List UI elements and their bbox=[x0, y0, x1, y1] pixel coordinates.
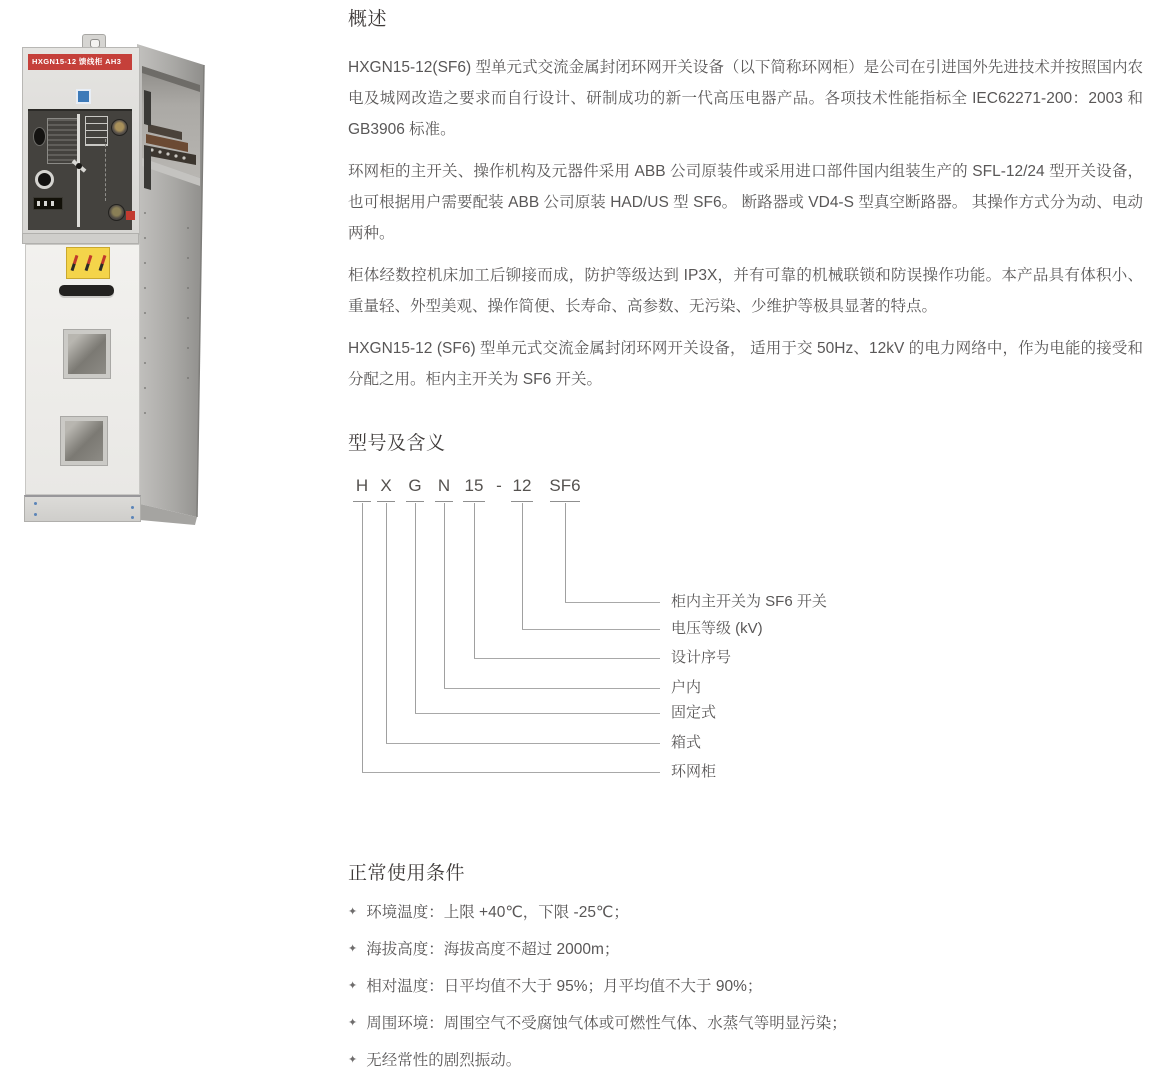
cabinet-lower-door bbox=[25, 244, 140, 495]
model-label-fixed-type: 固定式 bbox=[671, 704, 717, 721]
model-underline bbox=[377, 501, 395, 502]
model-char-12: 12 bbox=[512, 476, 532, 495]
diamond-bullet-icon: ✦ bbox=[348, 980, 358, 992]
model-char-N: N bbox=[437, 476, 451, 495]
screw-dot bbox=[131, 516, 134, 519]
leader-line-SF6 bbox=[565, 602, 660, 603]
mimic-dashed-line bbox=[105, 139, 106, 201]
condition-text-altitude: 海拔高度：海拔高度不超过 2000m； bbox=[366, 941, 620, 958]
diamond-bullet-icon: ✦ bbox=[348, 943, 358, 955]
overview-section bbox=[348, 4, 1143, 406]
model-underline bbox=[353, 501, 371, 502]
condition-text-temperature: 环境温度：上限 +40℃，下限 -25℃； bbox=[366, 904, 629, 921]
counter-digits bbox=[37, 201, 57, 206]
model-underline bbox=[463, 501, 485, 502]
control-panel bbox=[28, 109, 132, 230]
product-photo bbox=[20, 28, 335, 528]
diamond-bullet-icon: ✦ bbox=[348, 1054, 358, 1066]
lightning-icon bbox=[70, 255, 78, 271]
condition-text-humidity: 相对温度：日平均值不大于 95%；月平均值不大于 90%； bbox=[366, 978, 763, 995]
red-indicator bbox=[126, 211, 135, 220]
leader-line-N bbox=[444, 503, 445, 688]
condition-item bbox=[348, 1013, 1143, 1034]
overview-paragraph-4: HXGN15-12 (SF6) 型单元式交流金属封闭环网开关设备， 适用于交 50Hz、12kV 的电力网络中，作为电能的接受和分配之用。柜内主开关为 SF6 开关。 bbox=[348, 340, 1143, 388]
diamond-bullet-icon: ✦ bbox=[348, 906, 358, 918]
screw-dot bbox=[131, 506, 134, 509]
model-char-H: H bbox=[355, 476, 369, 495]
mimic-bus-line bbox=[77, 114, 80, 227]
condition-item bbox=[348, 1050, 1143, 1071]
model-meaning-diagram bbox=[348, 470, 948, 790]
condition-text-vibration: 无经常性的剧烈振动。 bbox=[366, 1052, 522, 1069]
indicator-window bbox=[33, 127, 46, 146]
lightning-icon bbox=[84, 255, 92, 271]
model-label-indoor: 户内 bbox=[671, 679, 702, 696]
earthing-switch-port bbox=[108, 204, 125, 221]
model-label-voltage: 电压等级 (kV) bbox=[671, 620, 763, 637]
diamond-bullet-icon: ✦ bbox=[348, 1017, 358, 1029]
model-label-ring-main: 环网柜 bbox=[671, 763, 717, 780]
leader-line-H bbox=[362, 772, 660, 773]
condition-item bbox=[348, 939, 1143, 960]
overview-paragraph-2: 环网柜的主开关、操作机构及元器件采用 ABB 公司原装件或采用进口部件国内组装生产的 SFL-12/24 型开关设备，也可根据用户需要配装 ABB 公司原装 HAD/US 型 SF6。 断路器或 VD4-S 型真空断路器。 其操作方式分为动、电动两种。 bbox=[348, 163, 1143, 242]
model-heading: 型号及含义 bbox=[348, 433, 446, 454]
model-char-dash: - bbox=[496, 476, 502, 495]
overview-heading: 概述 bbox=[348, 9, 388, 30]
model-underline bbox=[511, 501, 533, 502]
leader-line-SF6 bbox=[565, 503, 566, 602]
conditions-section bbox=[348, 858, 1143, 1087]
condition-item bbox=[348, 976, 1143, 997]
operation-port bbox=[35, 170, 54, 189]
cabinet-upper-front-panel bbox=[22, 47, 140, 235]
screw-dot bbox=[34, 513, 37, 516]
model-underline bbox=[550, 501, 580, 502]
condition-text-environment: 周围环境：周围空气不受腐蚀气体或可燃性气体、水蒸气等明显污染； bbox=[366, 1015, 847, 1032]
lightning-icon bbox=[98, 255, 106, 271]
model-char-15: 15 bbox=[464, 476, 484, 495]
warning-sticker bbox=[66, 247, 110, 279]
leader-line-X bbox=[386, 503, 387, 743]
model-underline bbox=[406, 501, 424, 502]
model-section bbox=[348, 428, 1143, 455]
cabinet-nameplate-banner: HXGN15-12 馈线柜 AH3 bbox=[28, 54, 132, 70]
model-label-sf6-switch: 柜内主开关为 SF6 开关 bbox=[671, 593, 827, 610]
leader-line-G bbox=[415, 503, 416, 713]
leader-line-15 bbox=[474, 658, 660, 659]
leader-line-12 bbox=[522, 629, 660, 630]
rating-plate bbox=[47, 118, 79, 164]
selector-switch bbox=[111, 119, 128, 136]
side-vent-slot bbox=[144, 90, 151, 126]
overview-paragraph-1: HXGN15-12(SF6) 型单元式交流金属封闭环网开关设备（以下简称环网柜）是公司在引进国外先进技术并按照国内农电及城网改造之要求而自行设计、研制成功的新一代高压电器产品。各项技术性能指标全 IEC62271-200：2003 和 GB3906 标准。 bbox=[348, 59, 1143, 138]
model-underline bbox=[435, 501, 453, 502]
frame-band bbox=[22, 233, 139, 244]
model-label-box-type: 箱式 bbox=[671, 734, 702, 751]
conditions-heading: 正常使用条件 bbox=[348, 863, 466, 884]
switch-pivot bbox=[76, 163, 82, 169]
leader-line-N bbox=[444, 688, 660, 689]
side-vent-slot bbox=[144, 146, 151, 190]
model-char-X: X bbox=[380, 476, 392, 495]
overview-paragraph-3: 柜体经数控机床加工后铆接而成，防护等级达到 IP3X，并有可靠的机械联锁和防误操作功能。本产品具有体积小、重量轻、外型美观、操作简便、长寿命、高参数、无污染、少维护等极具显著的特点。 bbox=[348, 267, 1143, 315]
model-label-design-serial: 设计序号 bbox=[671, 649, 732, 666]
brand-logo-icon bbox=[76, 89, 91, 104]
leader-line-15 bbox=[474, 503, 475, 658]
screw-dot bbox=[34, 502, 37, 505]
condition-item bbox=[348, 902, 1143, 923]
inspection-window bbox=[64, 330, 110, 378]
leader-line-X bbox=[386, 743, 660, 744]
model-char-G: G bbox=[408, 476, 422, 495]
door-handle bbox=[59, 285, 114, 296]
model-char-SF6: SF6 bbox=[549, 476, 581, 495]
operation-counter bbox=[33, 197, 63, 210]
leader-line-12 bbox=[522, 503, 523, 629]
leader-line-G bbox=[415, 713, 660, 714]
inspection-window bbox=[61, 417, 107, 465]
leader-line-H bbox=[362, 503, 363, 772]
cabinet-base bbox=[24, 495, 141, 522]
